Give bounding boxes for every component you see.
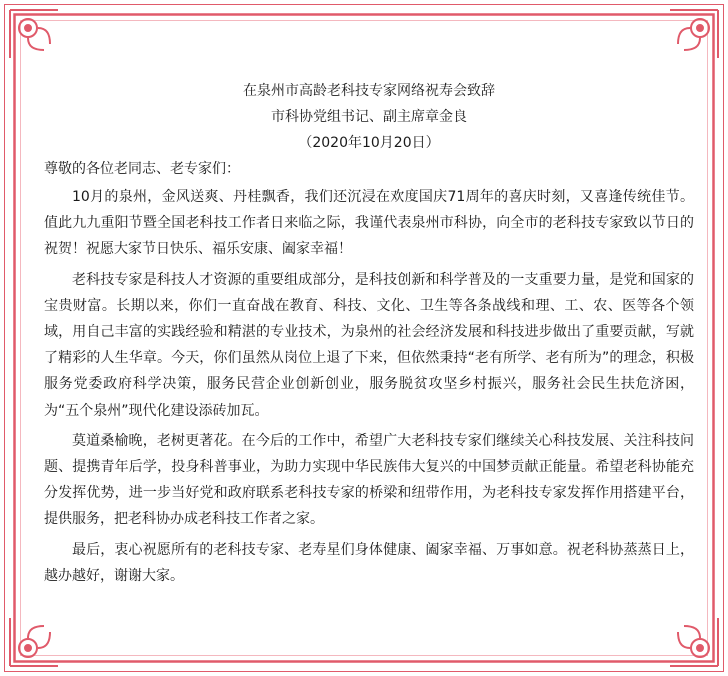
- paragraph: 莫道桑榆晚，老树更著花。在今后的工作中，希望广大老科技专家们继续关心科技发展、关注科技问题、提携青年后学，投身科普事业，为助力实现中华民族伟大复兴的中国梦贡献正能量。希望老科协能充分发挥优势，进一步当好党和政府联系老科技专家的桥梁和纽带作用，为老科技专家发挥作用搭建平台，提供服务，把老科协办成老科技工作者之家。: [44, 432, 694, 528]
- corner-ornament-top-left-icon: [10, 10, 58, 58]
- paragraph: 最后，衷心祝愿所有的老科技专家、老寿星们身体健康、阖家幸福、万事如意。祝老科协蒸蒸日上，越办越好，谢谢大家。: [44, 541, 694, 584]
- document-date: （2020年10月20日）: [298, 135, 440, 151]
- paragraph: 10月的泉州，金风送爽、丹桂飘香，我们还沉浸在欢度国庆71周年的喜庆时刻，又喜逢传统佳节。值此九九重阳节暨全国老科技工作者日来临之际，我谨代表泉州市科协，向全市的老科技专家致以节日的祝贺！祝愿大家节日快乐、福乐安康、阖家幸福！: [44, 189, 694, 258]
- corner-ornament-bottom-left-icon: [10, 618, 58, 666]
- corner-ornament-top-right-icon: [670, 10, 718, 58]
- document-author: 市科协党组书记、副主席章金良: [271, 109, 467, 125]
- corner-ornament-bottom-right-icon: [670, 618, 718, 666]
- greeting: 尊敬的各位老同志、老专家们：: [44, 161, 240, 177]
- speech-document: [44, 78, 694, 589]
- document-title: 在泉州市高龄老科技专家网络祝寿会致辞: [243, 83, 495, 99]
- paragraph: 老科技专家是科技人才资源的重要组成部分，是科技创新和科学普及的一支重要力量，是党和国家的宝贵财富。长期以来，你们一直奋战在教育、科技、文化、卫生等各条战线和理、工、农、医等各个领域，用自己丰富的实践经验和精湛的专业技术，为泉州的社会经济发展和科技进步做出了重要贡献，写就了精彩的人生华章。今天，你们虽然从岗位上退了下来，但依然秉持“老有所学、老有所为”的理念，积极服务党委政府科学决策，服务民营企业创新创业，服务脱贫攻坚乡村振兴，服务社会民生扶危济困，为“五个泉州”现代化建设添砖加瓦。: [44, 271, 694, 419]
